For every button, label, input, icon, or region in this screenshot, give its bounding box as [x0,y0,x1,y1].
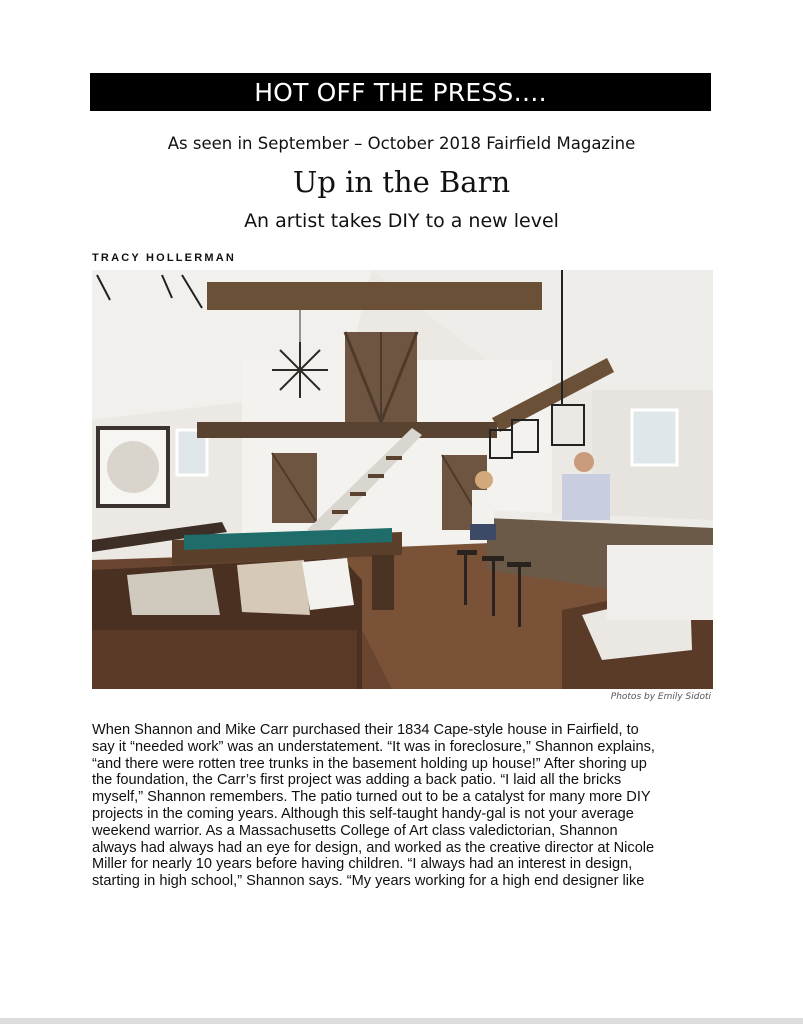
body-line: When Shannon and Mike Carr purchased their 1834 Cape-style house in Fairfield, to [92,722,639,738]
body-line: the foundation, the Carr’s first project was adding a back patio. “I laid all the bricks [92,772,622,789]
body-line: projects in the coming years. Although this self-taught handy-gal is not your average [92,805,634,822]
photo-credit: Photos by Emily Sidoti [610,692,711,702]
author-byline: TRACY HOLLERMAN [92,252,237,264]
body-line: Miller for nearly 10 years before having children. “I always had an interest in design, [92,856,633,873]
source-line: As seen in September – October 2018 Fairfield Magazine [167,134,636,153]
body-line: starting in high school,” Shannon says. “My years working for a high end designer like [92,873,645,890]
body-line: “and there were rotten tree trunks in the basement holding up house!” After shoring up [92,755,647,772]
body-line: always had always had an eye for design, and worked as the creative director at Nicole [92,839,655,856]
barn-interior-illustration [92,270,713,689]
banner-text: HOT OFF THE PRESS…. [254,77,547,107]
article-title: Up in the Barn [292,165,511,199]
body-line: say it “needed work” was an understatement. “It was in foreclosure,” Shannon explains, [92,738,655,755]
press-banner [90,73,711,111]
article-subtitle: An artist takes DIY to a new level [244,210,559,232]
body-line: myself,” Shannon remembers. The patio turned out to be a catalyst for many more DIY [92,789,651,806]
body-line: weekend warrior. As a Massachusetts College of Art class valedictorian, Shannon [92,822,618,839]
article-body [92,722,717,890]
barn-interior-photo [92,270,713,689]
page-bottom-edge [0,1018,803,1024]
